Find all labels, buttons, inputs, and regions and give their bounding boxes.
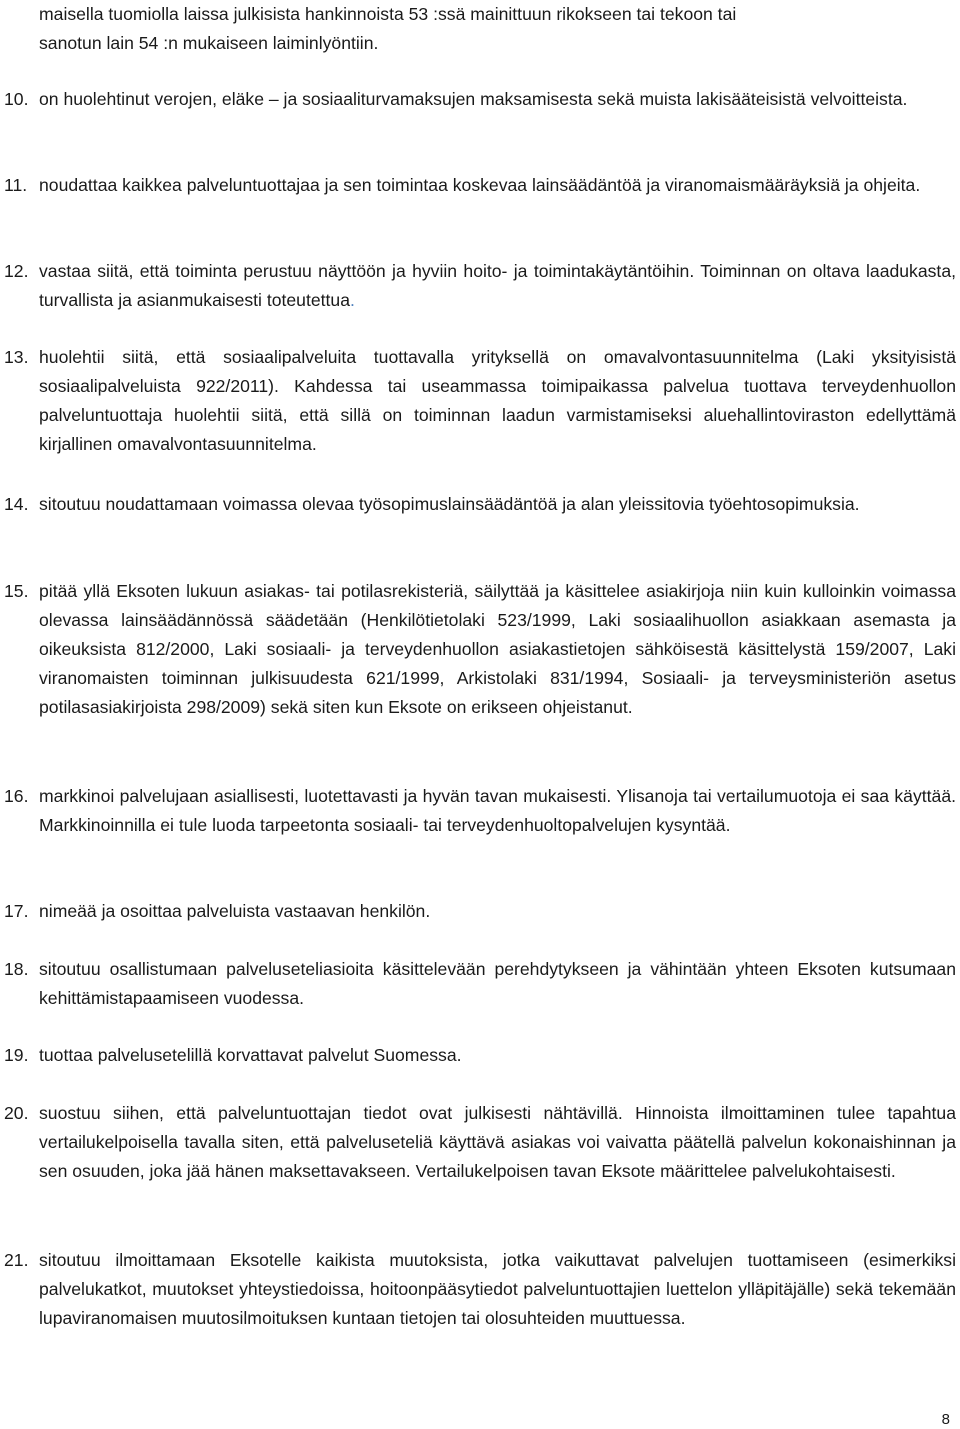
intro-text: maisella tuomiolla laissa julkisista hankinnoista 53 :ssä mainittuun rikokseen tai tekoon tai sanotun lain 54 :n mukaiseen laiminlyöntiin. [39,4,737,53]
list-item-17 [4,897,956,926]
list-item-15 [4,577,956,722]
list-item-20 [4,1099,956,1186]
page-number: 8 [941,1411,950,1428]
list-item-text: vastaa siitä, että toiminta perustuu näyttöön ja hyviin hoito- ja toimintakäytäntöihin. Toiminnan on oltava laadukasta, turvallista ja asianmukaisesti toteutettua [39,261,956,310]
list-item-number: 19. [4,1045,29,1065]
list-item-text: pitää yllä Eksoten lukuun asiakas- tai potilasrekisteriä, säilyttää ja käsittelee asiakirjoja niin kuin kulloinkin voimassa olevassa lainsäädännössä säädetään (Henkilötietolaki 523/1999, Laki sosiaalihuollon asiakkaan asemasta ja oikeuksista 812/2000, Laki sosiaali- ja terveydenhuollon asiakastietojen sähköisestä käsittelystä 159/2007, Laki viranomaisten toiminnan julkisuudesta 621/1999, Arkistolaki 831/1994, Sosiaali- ja terveysministeriön asetus potilasasiakirjoista 298/2009) sekä siten kun Eksote on erikseen ohjeistanut. [39,581,956,717]
list-item-number: 21. [4,1250,29,1270]
list-item-number: 13. [4,347,29,367]
intro-paragraph [4,0,956,58]
list-item-12 [4,257,956,315]
list-item-text: markkinoi palvelujaan asiallisesti, luotettavasti ja hyvän tavan mukaisesti. Ylisanoja tai vertailumuotoja ei saa käyttää. Markkinoinnilla ei tule luoda tarpeetonta sosiaali- tai terveydenhuoltopalvelujen kysyntää. [39,786,956,835]
list-item-19 [4,1041,956,1070]
list-item-10 [4,85,956,114]
list-item-number: 17. [4,901,29,921]
list-item-number: 16. [4,786,29,806]
list-item-13 [4,343,956,459]
list-item-text: suostuu siihen, että palveluntuottajan tiedot ovat julkisesti nähtävillä. Hinnoista ilmoittaminen tulee tapahtua vertailukelpoisella tavalla siten, että palveluseteliä käyttävä asiakas voi vaivatta päätellä palvelun kokonaishinnan ja sen osuuden, joka jää hänen maksettavakseen. Vertailukelpoisen tavan Eksote määrittelee palvelukohtaisesti. [39,1103,956,1181]
list-item-text: tuottaa palvelusetelillä korvattavat palvelut Suomessa. [39,1045,462,1065]
list-item-18 [4,955,956,1013]
list-item-text: huolehtii siitä, että sosiaalipalveluita tuottavalla yrityksellä on omavalvontasuunnitelma (Laki yksityisistä sosiaalipalveluista 922/2011). Kahdessa tai useammassa toimipaikassa palvelua tuottava terveydenhuollon palveluntuottaja huolehtii siitä, että sillä on toiminnan laadun varmistamiseksi aluehallintoviraston edellyttämä kirjallinen omavalvontasuunnitelma. [39,347,956,454]
list-item-number: 14. [4,494,29,514]
list-item-number: 20. [4,1103,29,1123]
list-item-16 [4,782,956,840]
list-item-14 [4,490,956,519]
list-item-text: sitoutuu ilmoittamaan Eksotelle kaikista muutoksista, jotka vaikuttavat palvelujen tuottamiseen (esimerkiksi palvelukatkot, muutokset yhteystiedoissa, hoitoonpääsytiedot palveluntuottajien luettelon ylläpitäjälle) sekä tekemään lupaviranomaisen muutosilmoituksen kuntaan tietojen tai olosuhteiden muuttuessa. [39,1250,956,1328]
list-item-21 [4,1246,956,1333]
list-item-11 [4,171,956,200]
list-item-number: 11. [4,175,28,195]
list-item-text: on huolehtinut verojen, eläke – ja sosiaaliturvamaksujen maksamisesta sekä muista lakisääteisistä velvoitteista. [39,89,908,109]
list-item-text-wrapper [39,257,956,315]
list-item-number: 18. [4,959,29,979]
list-item-text: nimeää ja osoittaa palveluista vastaavan henkilön. [39,901,431,921]
list-item-text: sitoutuu osallistumaan palveluseteliasioita käsittelevään perehdytykseen ja vähintään yhteen Eksoten kutsumaan kehittämistapaamiseen vuodessa. [39,959,956,1008]
list-item-number: 12. [4,261,29,281]
list-item-number: 15. [4,581,29,601]
list-item-text: sitoutuu noudattamaan voimassa olevaa työsopimuslainsäädäntöä ja alan yleissitovia työehtosopimuksia. [39,494,860,514]
list-item-text: noudattaa kaikkea palveluntuottajaa ja sen toimintaa koskevaa lainsäädäntöä ja viranomaismääräyksiä ja ohjeita. [39,175,921,195]
list-item-number: 10. [4,89,29,109]
list-item-trailing-period: . [349,290,355,310]
